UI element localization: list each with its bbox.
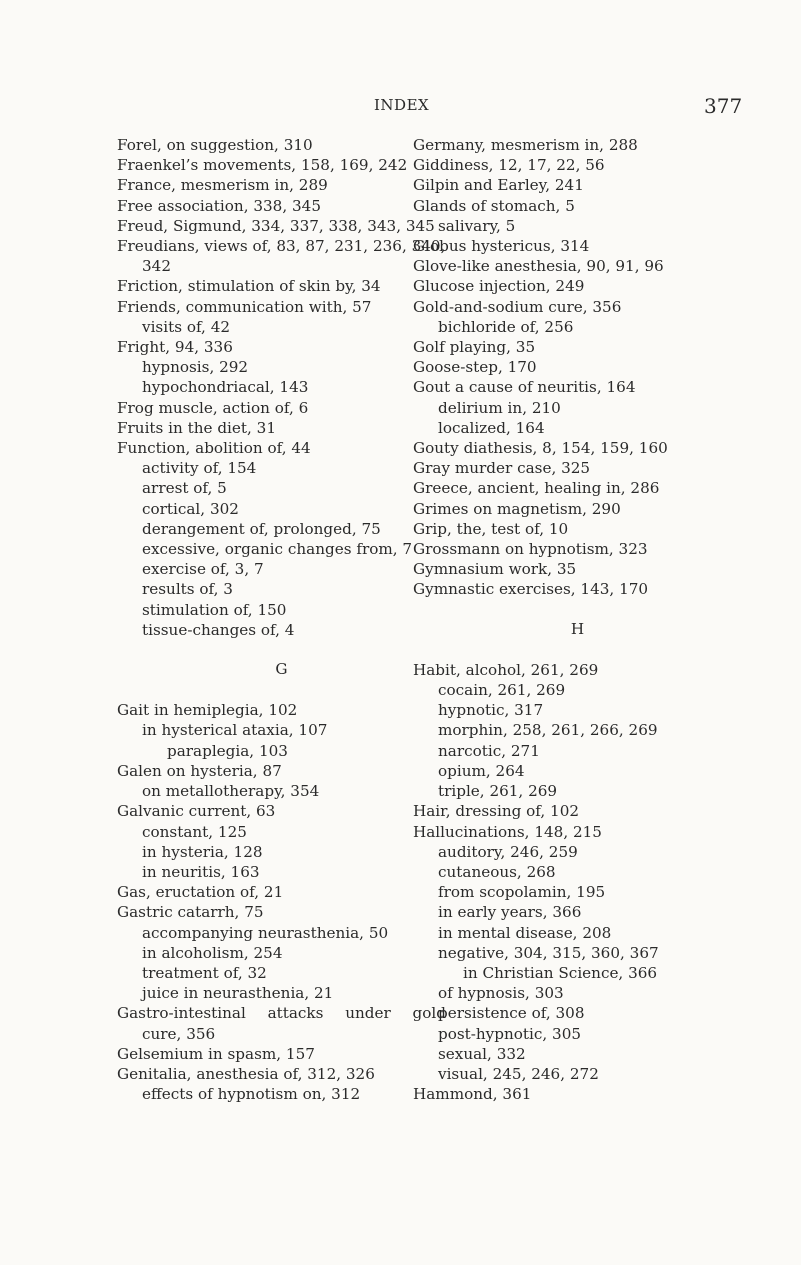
index-entry: Friction, stimulation of skin by, 34 <box>117 277 381 296</box>
index-entry: Frog muscle, action of, 6 <box>117 398 309 417</box>
index-entry: Glucose injection, 249 <box>413 277 585 296</box>
index-subentry: in neuritis, 163 <box>142 862 260 881</box>
index-entry: Grip, the, test of, 10 <box>413 519 569 538</box>
index-subentry: cutaneous, 268 <box>438 862 556 881</box>
index-subentry: activity of, 154 <box>142 459 257 478</box>
index-subentry: localized, 164 <box>438 418 545 437</box>
index-column-left <box>117 135 447 1104</box>
index-subentry: treatment of, 32 <box>142 963 267 982</box>
index-entry: Grimes on magnetism, 290 <box>413 499 621 518</box>
index-entry: Hair, dressing of, 102 <box>413 802 580 821</box>
index-subentry: constant, 125 <box>142 822 247 841</box>
running-head-title: INDEX <box>374 96 430 114</box>
index-entry: Gastro-intestinal attacks under gold <box>117 1004 446 1023</box>
index-entry-continuation: 342 <box>142 257 171 276</box>
index-subentry: bichloride of, 256 <box>438 317 574 336</box>
index-subentry: morphin, 258, 261, 266, 269 <box>438 721 658 740</box>
index-entry: Gelsemium in spasm, 157 <box>117 1044 315 1063</box>
index-subentry: effects of hypnotism on, 312 <box>142 1085 361 1104</box>
index-subentry: triple, 261, 269 <box>438 782 558 801</box>
index-subentry: of hypnosis, 303 <box>438 984 564 1003</box>
index-entry: Free association, 338, 345 <box>117 196 321 215</box>
page-header <box>0 94 801 124</box>
index-entry: Freud, Sigmund, 334, 337, 338, 343, 345 <box>117 216 435 235</box>
index-entry: Glove-like anesthesia, 90, 91, 96 <box>413 257 664 276</box>
index-subentry: on metallotherapy, 354 <box>142 782 320 801</box>
index-subentry: stimulation of, 150 <box>142 600 287 619</box>
index-entry: Germany, mesmerism in, 288 <box>413 136 638 154</box>
index-subentry: cocain, 261, 269 <box>438 681 566 700</box>
index-entry: Fruits in the diet, 31 <box>117 418 276 437</box>
index-entry: Gold-and-sodium cure, 356 <box>413 297 622 316</box>
index-subsubentry: paraplegia, 103 <box>167 741 288 760</box>
section-letter: H <box>570 619 585 638</box>
index-entry: Galvanic current, 63 <box>117 802 276 821</box>
index-entry: Friends, communication with, 57 <box>117 297 372 316</box>
page-number: 377 <box>704 94 743 118</box>
index-entry: Grossmann on hypnotism, 323 <box>413 540 648 559</box>
index-subentry: results of, 3 <box>142 580 233 599</box>
index-entry: Fright, 94, 336 <box>117 338 233 357</box>
index-entry: Habit, alcohol, 261, 269 <box>413 660 599 679</box>
index-subentry: accompanying neurasthenia, 50 <box>142 923 389 942</box>
index-subentry: negative, 304, 315, 360, 367 <box>438 943 659 962</box>
section-letter: G <box>275 660 288 679</box>
index-entry: Forel, on suggestion, 310 <box>117 136 313 154</box>
index-entry: Goose-step, 170 <box>413 358 537 377</box>
index-entry: Gray murder case, 325 <box>413 459 591 478</box>
index-entry: Giddiness, 12, 17, 22, 56 <box>413 156 605 175</box>
index-subentry: narcotic, 271 <box>438 741 540 760</box>
index-subentry: excessive, organic changes from, 7 <box>142 540 413 559</box>
index-subentry: in alcoholism, 254 <box>142 943 283 962</box>
index-subentry: visual, 245, 246, 272 <box>438 1064 599 1083</box>
index-subentry: exercise of, 3, 7 <box>142 560 264 579</box>
index-subentry: in hysterical ataxia, 107 <box>142 721 328 740</box>
index-subentry: post-hypnotic, 305 <box>438 1024 582 1043</box>
index-entry: Galen on hysteria, 87 <box>117 761 282 780</box>
index-entry: Golf playing, 35 <box>413 338 536 357</box>
index-entry: Gout a cause of neuritis, 164 <box>413 378 636 397</box>
index-entry: Freudians, views of, 83, 87, 231, 236, 340, <box>117 237 446 256</box>
index-entry: Genitalia, anesthesia of, 312, 326 <box>117 1064 375 1083</box>
index-subentry: in mental disease, 208 <box>438 923 612 942</box>
index-subentry: persistence of, 308 <box>438 1004 585 1023</box>
index-subentry: sexual, 332 <box>438 1044 526 1063</box>
index-subentry: juice in neurasthenia, 21 <box>142 984 334 1003</box>
index-entry: Hammond, 361 <box>413 1085 532 1104</box>
index-entry: Greece, ancient, healing in, 286 <box>413 479 660 498</box>
index-entry: Gymnastic exercises, 143, 170 <box>413 580 649 599</box>
index-entry: Function, abolition of, 44 <box>117 439 311 458</box>
index-subentry: salivary, 5 <box>438 216 516 235</box>
index-entry: Gilpin and Earley, 241 <box>413 176 584 195</box>
index-subentry: delirium in, 210 <box>438 398 561 417</box>
index-subentry: in hysteria, 128 <box>142 842 263 861</box>
index-subentry: tissue-changes of, 4 <box>142 620 295 639</box>
index-entry: Gouty diathesis, 8, 154, 159, 160 <box>413 439 668 458</box>
index-entry: Gas, eructation of, 21 <box>117 883 284 902</box>
index-entry: Hallucinations, 148, 215 <box>413 822 602 841</box>
index-column-right <box>413 135 743 1104</box>
index-subentry: derangement of, prolonged, 75 <box>142 519 381 538</box>
index-subentry: hypnotic, 317 <box>438 701 544 720</box>
index-subentry: visits of, 42 <box>142 317 231 336</box>
index-entry: Gait in hemiplegia, 102 <box>117 701 298 720</box>
index-entry: France, mesmerism in, 289 <box>117 176 328 195</box>
index-subentry: hypnosis, 292 <box>142 358 249 377</box>
index-subentry: hypochondriacal, 143 <box>142 378 309 397</box>
index-subentry: from scopolamin, 195 <box>438 883 606 902</box>
index-subentry: auditory, 246, 259 <box>438 842 578 861</box>
index-subsubentry: in Christian Science, 366 <box>463 963 658 982</box>
index-subentry: cortical, 302 <box>142 499 239 518</box>
index-subentry: cure, 356 <box>142 1024 216 1043</box>
index-entry: Glands of stomach, 5 <box>413 196 575 215</box>
index-subentry: opium, 264 <box>438 761 525 780</box>
index-entry: Gymnasium work, 35 <box>413 560 577 579</box>
index-subentry: in early years, 366 <box>438 903 582 922</box>
index-entry: Gastric catarrh, 75 <box>117 903 264 922</box>
index-entry: Fraenkel’s movements, 158, 169, 242 <box>117 156 408 175</box>
index-entry: Globus hystericus, 314 <box>413 237 590 256</box>
index-subentry: arrest of, 5 <box>142 479 227 498</box>
